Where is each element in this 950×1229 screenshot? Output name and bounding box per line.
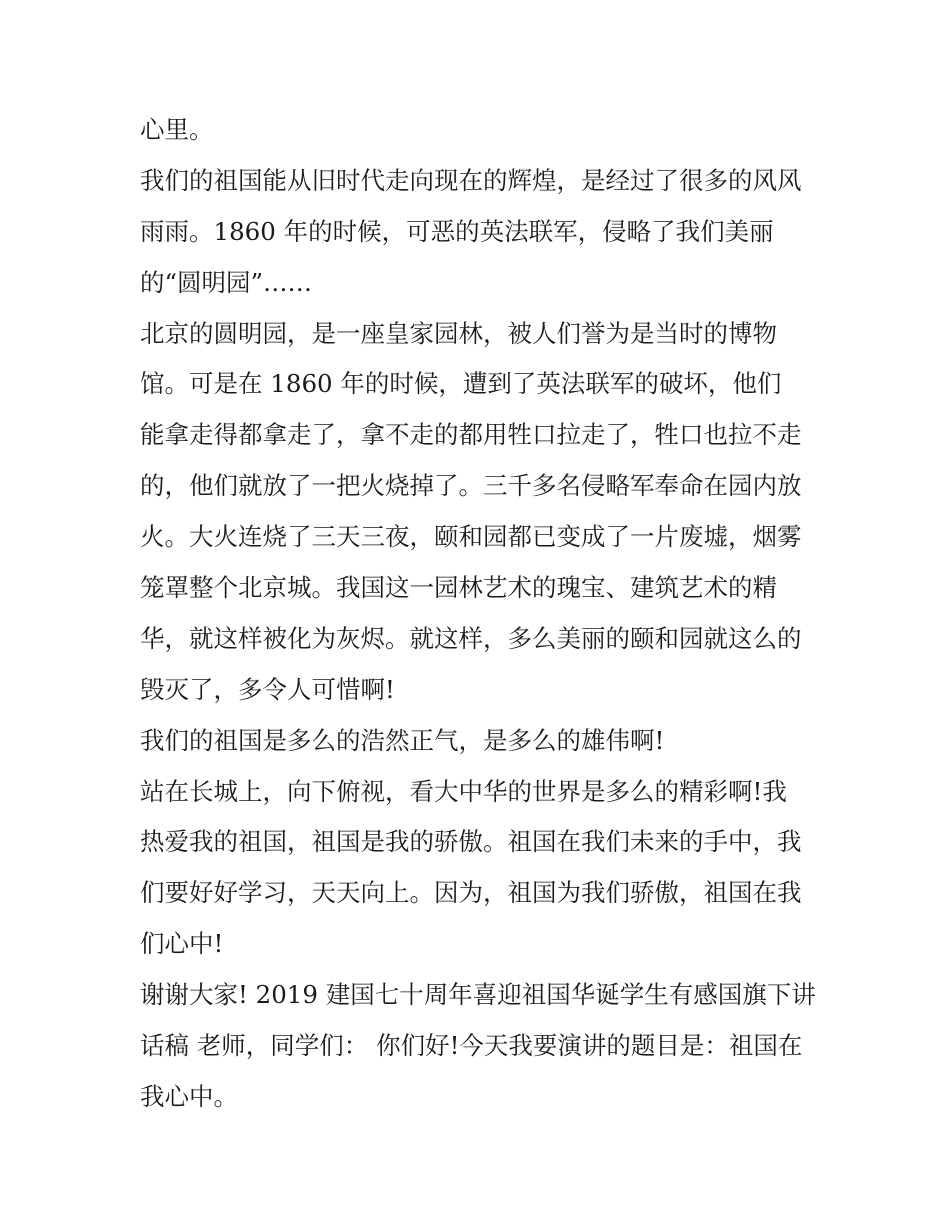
text-line: 谢谢大家! 2019 建国七十周年喜迎祖国华诞学生有感国旗下讲	[140, 980, 816, 1010]
document-body	[140, 105, 830, 1123]
text-line: 我们的祖国能从旧时代走向现在的辉煌，是经过了很多的风风	[140, 165, 802, 195]
text-line: 毁灭了，多令人可惜啊!	[140, 674, 395, 704]
text-line: 们要好好学习，天天向上。因为，祖国为我们骄傲，祖国在我	[140, 878, 802, 908]
text-line: 雨雨。1860 年的时候，可恶的英法联军，侵略了我们美丽	[140, 216, 774, 246]
text-line: 北京的圆明园，是一座皇家园林，被人们誉为是当时的博物	[140, 318, 777, 348]
text-line: 心里。	[140, 115, 214, 144]
text-line: 笼罩整个北京城。我国这一园林艺术的瑰宝、建筑艺术的精	[140, 573, 777, 603]
text-line: 华，就这样被化为灰烬。就这样，多么美丽的颐和园就这么的	[140, 623, 802, 653]
text-line: 们心中!	[140, 929, 224, 959]
text-line: 话稿 老师，同学们： 你们好!今天我要演讲的题目是：祖国在	[140, 1031, 803, 1061]
text-line: 馆。可是在 1860 年的时候，遭到了英法联军的破坏，他们	[140, 369, 782, 399]
text-line: 我心中。	[140, 1081, 238, 1111]
text-line: 火。大火连烧了三天三夜，颐和园都已变成了一片废墟，烟雾	[140, 522, 802, 552]
text-line: 热爱我的祖国，祖国是我的骄傲。祖国在我们未来的手中，我	[140, 827, 802, 857]
text-line: 我们的祖国是多么的浩然正气，是多么的雄伟啊!	[140, 725, 665, 755]
text-line: 能拿走得都拿走了，拿不走的都用牲口拉走了，牲口也拉不走	[140, 420, 802, 450]
text-line: 站在长城上，向下俯视，看大中华的世界是多么的精彩啊!我	[140, 776, 787, 806]
text-line: 的“圆明园”……	[140, 267, 313, 297]
text-line: 的，他们就放了一把火烧掉了。三千多名侵略军奉命在园内放	[140, 471, 802, 501]
